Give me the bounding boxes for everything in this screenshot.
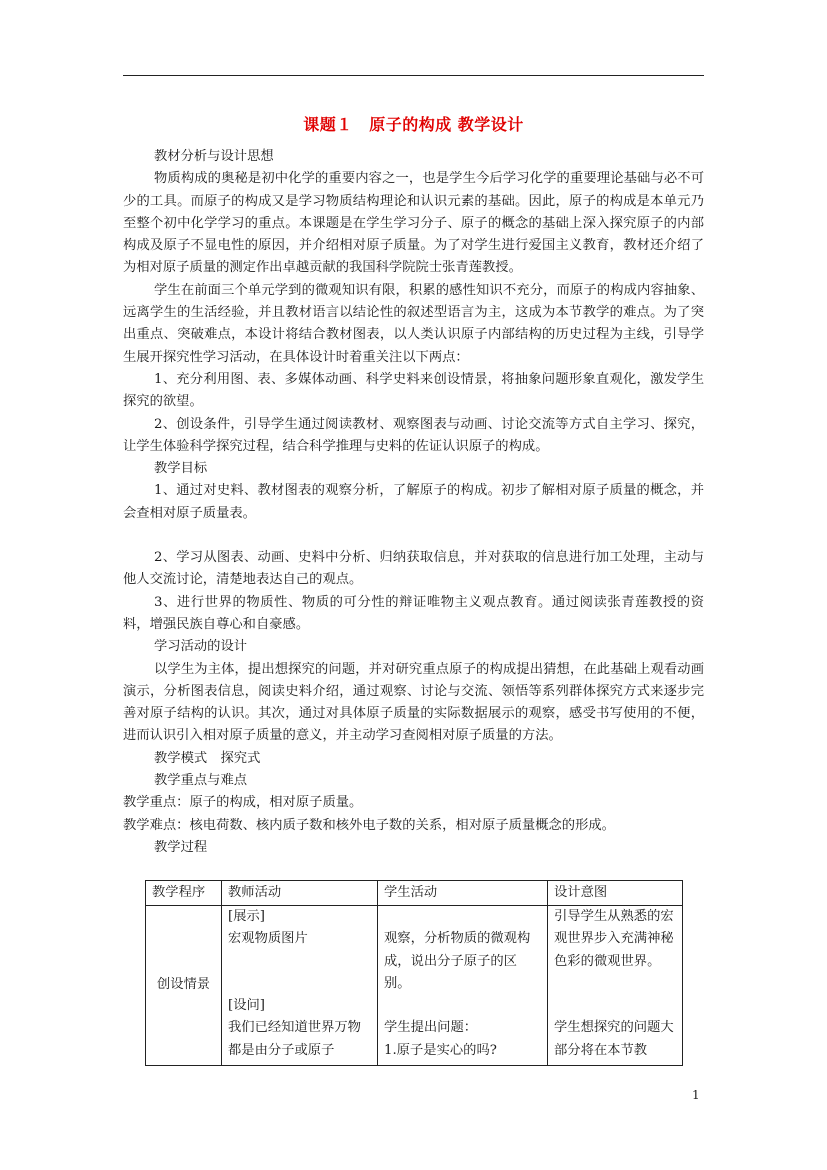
paragraph: 物质构成的奥秘是初中化学的重要内容之一，也是学生今后学习化学的重要理论基础与必不可少的工具。而原子的构成又是学习物质结构理论和认识元素的基础。因此，原子的构成是本单元乃至整个初中化学学习的重点。本课题是在学生学习分子、原子的概念的基础上深入探究原子的内部构成及原子不显电性的原因，并介绍相对原子质量。为了对学生进行爱国主义教育，教材还介绍了为相对原子质量的测定作出卓越贡献的我国科学院院士张青莲教授。 <box>123 171 704 276</box>
column-header: 设计意图 <box>548 881 683 906</box>
list-item: 1、充分利用图、表、多媒体动画、科学史料来创设情景，将抽象问题形象直观化，激发学生探究的欲望。 <box>123 371 704 410</box>
paragraph: 学生在前面三个单元学到的微观知识有限，积累的感性知识不充分，而原子的构成内容抽象、远离学生的生活经验，并且教材语言以结论性的叙述型语言为主，这成为本节教学的难点。为了突出重点、突破难点，本设计将结合教材图表，以人类认识原子内部结构的历史过程为主线，引导学生展开探究性学习活动，在具体设计时着重关注以下两点： <box>123 282 704 365</box>
teacher-line: 宏观物质图片 <box>228 931 308 947</box>
student-line: 观察，分析物质的微观构成，说出分子原子的区别。 <box>384 931 531 991</box>
design-intent-cell <box>548 906 683 1066</box>
page-number: 1 <box>692 1088 700 1102</box>
paragraph: 以学生为主体，提出想探究的问题，并对研究重点原子的构成提出猜想，在此基础上观看动画演示，分析图表信息，阅读史料介绍，通过观察、讨论与交流、领悟等系列群体探究方式来逐步完善对原子结构的认识。其次，通过对具体原子质量的实际数据展示的观察，感受书写使用的不便，进而认识引入相对原子质量的意义，并主动学习查阅相对原子质量的方法。 <box>123 661 704 744</box>
process-table <box>145 880 683 1066</box>
column-header: 教学程序 <box>146 881 222 906</box>
key-point: 教学重点：原子的构成，相对原子质量。 <box>123 795 363 811</box>
student-line: 学生提出问题： <box>384 1020 478 1036</box>
section-heading-process: 教学过程 <box>154 839 208 855</box>
header-rule <box>123 75 704 76</box>
teacher-line: 我们已经知道世界万物都是由分子或原子 <box>228 1020 361 1058</box>
blank-line <box>123 525 704 547</box>
blank-space <box>554 995 676 1017</box>
goal-item: 2、学习从图表、动画、史料中分析、归纳获取信息，并对获取的信息进行加工处理，主动与他人交流讨论，清楚地表达自己的观点。 <box>123 550 704 588</box>
section-heading-goals: 教学目标 <box>154 461 208 477</box>
table-row <box>146 906 683 1066</box>
teacher-activity-cell <box>222 906 378 1066</box>
section-heading-focus: 教学重点与难点 <box>154 773 248 789</box>
difficulty: 教学难点：核电荷数、核内质子数和核外电子数的关系，相对原子质量概念的形成。 <box>123 817 615 833</box>
blank-space <box>228 951 371 996</box>
teacher-line: [设问] <box>228 998 265 1014</box>
table-header-row <box>146 881 683 906</box>
stage-cell: 创设情景 <box>146 906 222 1066</box>
goal-item: 3、进行世界的物质性、物质的可分性的辩证唯物主义观点教育。通过阅读张青莲教授的资料，增强民族自尊心和自豪感。 <box>123 594 704 632</box>
list-item: 2、创设条件，引导学生通过阅读教材、观察图表与动画、讨论交流等方式自主学习、探究，让学生体验科学探究过程，结合科学推理与史料的佐证认识原子的构成。 <box>123 416 704 454</box>
document-title: 课题１ 原子的构成 教学设计 <box>303 115 524 134</box>
intent-line: 学生想探究的问题大部分将在本节教 <box>554 1020 674 1058</box>
teaching-mode: 教学模式 探究式 <box>154 750 261 766</box>
column-header: 教师活动 <box>222 881 378 906</box>
student-line: 1.原子是实心的吗? <box>384 1042 497 1058</box>
intent-line: 引导学生从熟悉的宏观世界步入充满神秘色彩的微观世界。 <box>554 909 674 969</box>
section-heading-activity: 学习活动的设计 <box>154 639 248 655</box>
column-header: 学生活动 <box>378 881 548 906</box>
document-body <box>123 146 704 859</box>
blank-space <box>384 906 541 928</box>
section-heading-analysis: 教材分析与设计思想 <box>154 149 274 164</box>
student-activity-cell <box>378 906 548 1066</box>
goal-item: 1、通过对史料、教材图表的观察分析，了解原子的构成。初步了解相对原子质量的概念，并会查相对原子质量表。 <box>123 483 704 521</box>
teacher-line: [展示] <box>228 909 265 924</box>
